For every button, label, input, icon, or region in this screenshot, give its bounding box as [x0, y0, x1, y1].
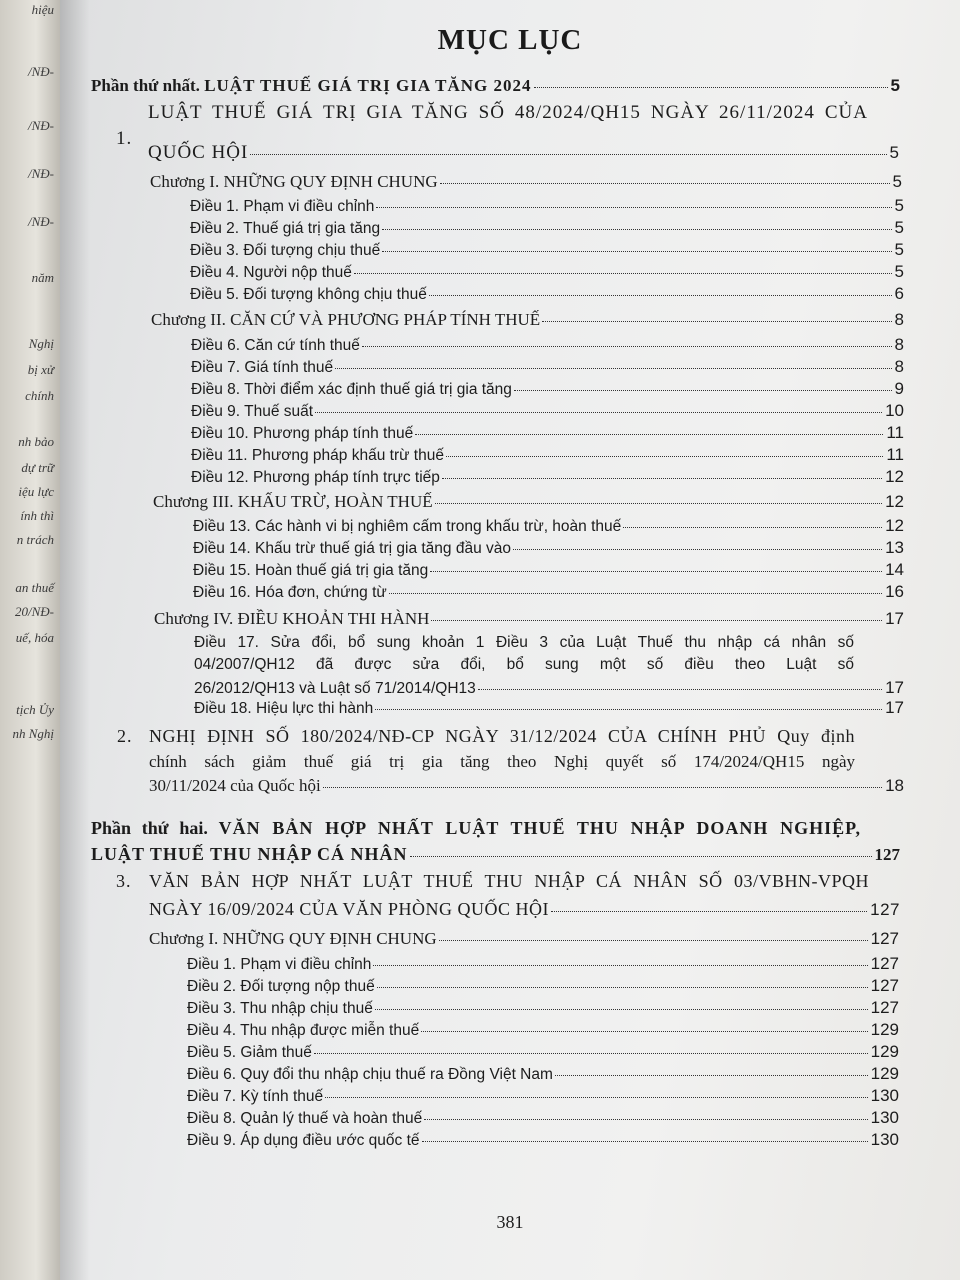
toc-article-entry[interactable]: Điều 2. Thuế giá trị gia tăng 5 — [190, 218, 904, 237]
toc-document-entry[interactable]: NGÀY 16/09/2024 CỦA VĂN PHÒNG QUỐC HỘI 127 — [149, 899, 900, 919]
article-17-title-line: 04/2007/QH12 đã được sửa đổi, bổ sung một số điều theo Luật số — [194, 656, 854, 673]
left-page-fragment: iệu lực — [18, 484, 54, 499]
dot-leader — [315, 412, 882, 413]
page-number: 12 — [885, 492, 904, 511]
page-number: 8 — [894, 335, 904, 354]
dot-leader — [542, 321, 891, 322]
page-number: 127 — [870, 929, 899, 948]
page-number: 5 — [894, 240, 904, 259]
toc-article-entry[interactable]: 26/2012/QH13 và Luật số 71/2014/QH13 17 — [194, 678, 904, 697]
toc-article-entry[interactable]: Điều 5. Giảm thuế 129 — [187, 1042, 899, 1061]
toc-article-entry[interactable]: Điều 4. Thu nhập được miễn thuế 129 — [187, 1020, 899, 1039]
toc-part-heading[interactable] — [91, 76, 900, 96]
left-page-fragment: /NĐ- — [28, 64, 54, 79]
part-title: LUẬT THUẾ GIÁ TRỊ GIA TĂNG 2024 — [204, 76, 532, 95]
page-number: 127 — [870, 954, 899, 973]
page-number: 12 — [885, 467, 904, 486]
toc-article-entry[interactable]: Điều 3. Đối tượng chịu thuế 5 — [190, 240, 904, 259]
toc-article-entry[interactable]: Điều 5. Đối tượng không chịu thuế 6 — [190, 284, 904, 303]
page-number: 127 — [870, 998, 899, 1017]
part-lead: Phần thứ hai. — [91, 818, 208, 838]
toc-chapter-entry[interactable]: Chương I. NHỮNG QUY ĐỊNH CHUNG 5 — [150, 172, 902, 191]
dot-leader — [422, 1141, 868, 1142]
document-title-line[interactable]: VĂN BẢN HỢP NHẤT LUẬT THUẾ THU NHẬP CÁ NHÂN SỐ 03/VBHN-VPQH — [149, 871, 869, 891]
page-number: 16 — [885, 582, 904, 601]
left-page-fragment: bị xử — [27, 362, 54, 377]
page-number: 14 — [885, 560, 904, 579]
left-page-fragment: nh bảo — [18, 434, 54, 449]
dot-leader — [439, 940, 868, 941]
left-page-fragment: an thuế — [15, 580, 54, 595]
page-number: 13 — [885, 538, 904, 557]
dot-leader — [442, 478, 882, 479]
left-page-fragment: /NĐ- — [28, 166, 54, 181]
left-page-fragment: uế, hóa — [15, 630, 54, 645]
left-page-fragment: năm — [31, 270, 54, 285]
page-footer-number: 381 — [496, 1212, 524, 1232]
toc-chapter-entry[interactable]: Chương I. NHỮNG QUY ĐỊNH CHUNG 127 — [149, 929, 899, 948]
page-number: 9 — [894, 379, 904, 398]
page-number: 127 — [870, 900, 900, 919]
dot-leader — [429, 295, 892, 296]
left-page-fragment: chính — [25, 388, 54, 403]
dot-leader — [373, 965, 867, 966]
toc-chapter-entry[interactable]: Chương II. CĂN CỨ VÀ PHƯƠNG PHÁP TÍNH THUẾ 8 — [151, 310, 904, 329]
dot-leader — [623, 527, 882, 528]
page-number: 6 — [894, 284, 904, 303]
toc-article-entry[interactable]: Điều 9. Áp dụng điều ước quốc tế 130 — [187, 1130, 899, 1149]
page-number: 130 — [870, 1086, 899, 1105]
toc-article-entry[interactable]: Điều 15. Hoàn thuế giá trị gia tăng 14 — [193, 560, 904, 579]
dot-leader — [435, 503, 882, 504]
left-page-fragment: /NĐ- — [28, 214, 54, 229]
left-page-fragment: tịch Ủy — [16, 702, 54, 717]
toc-article-entry[interactable]: Điều 6. Căn cứ tính thuế 8 — [191, 335, 904, 354]
toc-article-entry[interactable]: Điều 8. Thời điểm xác định thuế giá trị gia tăng 9 — [191, 379, 904, 398]
toc-document-entry[interactable] — [148, 142, 900, 164]
document-title-line[interactable]: LUẬT THUẾ GIÁ TRỊ GIA TĂNG SỐ 48/2024/QH15 NGÀY 26/11/2024 CỦA — [148, 102, 868, 123]
toc-article-entry[interactable]: Điều 8. Quản lý thuế và hoàn thuế 130 — [187, 1108, 899, 1127]
dot-leader — [440, 183, 890, 184]
dot-leader — [389, 593, 882, 594]
page-number: 5 — [894, 218, 904, 237]
page-number: 5 — [894, 262, 904, 281]
dot-leader — [354, 273, 892, 274]
dot-leader — [478, 689, 882, 690]
page-number: 130 — [870, 1130, 899, 1149]
dot-leader — [551, 911, 867, 912]
left-page-fragment: ính thì — [20, 508, 54, 523]
left-page-fragment: /NĐ- — [28, 118, 54, 133]
document-title-line: QUỐC HỘI — [148, 142, 249, 163]
toc-article-entry[interactable]: Điều 18. Hiệu lực thi hành 17 — [194, 698, 904, 717]
document-number: 1. — [116, 128, 133, 149]
dot-leader — [534, 87, 888, 88]
dot-leader — [446, 456, 883, 457]
left-page-fragment: dự trữ — [21, 460, 54, 475]
dot-leader — [314, 1053, 868, 1054]
dot-leader — [415, 434, 883, 435]
page-number: 129 — [870, 1042, 899, 1061]
dot-leader — [376, 207, 891, 208]
toc-article-entry[interactable]: Điều 4. Người nộp thuế 5 — [190, 262, 904, 281]
toc-document-entry[interactable]: 30/11/2024 của Quốc hội 18 — [149, 776, 904, 795]
page-number: 11 — [886, 445, 904, 464]
dot-leader — [421, 1031, 867, 1032]
left-page-fragment: 20/NĐ- — [15, 604, 54, 619]
left-page-fragment: hiệu — [31, 2, 54, 17]
page-number: 129 — [870, 1064, 899, 1083]
page-number: 18 — [885, 776, 904, 795]
page-number: 5 — [894, 196, 904, 215]
toc-article-entry[interactable]: Điều 1. Phạm vi điều chỉnh 5 — [190, 196, 904, 215]
dot-leader — [323, 787, 882, 788]
dot-leader — [375, 709, 882, 710]
left-page-fragment: Nghị — [28, 336, 54, 351]
page-number: 8 — [894, 310, 904, 329]
dot-leader — [325, 1097, 867, 1098]
dot-leader — [377, 987, 868, 988]
page-number: 129 — [870, 1020, 899, 1039]
document-number: 3. — [116, 871, 132, 891]
page-number: 8 — [894, 357, 904, 376]
toc-chapter-entry[interactable]: Chương III. KHẤU TRỪ, HOÀN THUẾ 12 — [153, 492, 904, 511]
page-number: 5 — [892, 172, 902, 191]
dot-leader — [431, 620, 882, 621]
dot-leader — [382, 229, 891, 230]
page-number: 17 — [885, 609, 904, 628]
table-of-contents-page — [60, 0, 960, 1280]
page-number: 5 — [890, 76, 900, 95]
page-number: 12 — [885, 516, 904, 535]
toc-article-entry[interactable]: Điều 3. Thu nhập chịu thuế 127 — [187, 998, 899, 1017]
toc-article-entry[interactable]: Điều 13. Các hành vi bị nghiêm cấm trong khấu trừ, hoàn thuế 12 — [193, 516, 904, 535]
page-number: 5 — [889, 143, 900, 162]
toc-article-entry[interactable]: Điều 2. Đối tượng nộp thuế 127 — [187, 976, 899, 995]
previous-page-edge — [0, 0, 60, 1280]
page-number: 11 — [886, 423, 904, 442]
toc-article-entry[interactable]: Điều 12. Phương pháp tính trực tiếp 12 — [191, 467, 904, 486]
toc-article-entry[interactable]: Điều 7. Giá tính thuế 8 — [191, 357, 904, 376]
page-number: 10 — [885, 401, 904, 420]
dot-leader — [555, 1075, 868, 1076]
toc-article-entry[interactable]: Điều 16. Hóa đơn, chứng từ 16 — [193, 582, 904, 601]
dot-leader — [430, 571, 882, 572]
toc-article-entry[interactable]: Điều 14. Khấu trừ thuế giá trị gia tăng đầu vào 13 — [193, 538, 904, 557]
toc-chapter-entry[interactable]: Chương IV. ĐIỀU KHOẢN THI HÀNH 17 — [154, 609, 904, 628]
dot-leader — [250, 154, 886, 155]
dot-leader — [362, 346, 892, 347]
toc-article-entry[interactable]: Điều 10. Phương pháp tính thuế 11 — [191, 423, 904, 442]
part-title: VĂN BẢN HỢP NHẤT LUẬT THUẾ THU NHẬP DOANH NGHIỆP, — [218, 818, 862, 838]
article-17-title-line[interactable]: Điều 17. Sửa đổi, bổ sung khoản 1 Điều 3 của Luật Thuế thu nhập cá nhân số — [194, 634, 854, 651]
dot-leader — [335, 368, 891, 369]
document-title-line: chính sách giảm thuế giá trị gia tăng theo Nghị quyết số 174/2024/QH15 ngày — [149, 752, 855, 771]
toc-article-entry[interactable]: Điều 6. Quy đổi thu nhập chịu thuế ra Đồng Việt Nam 129 — [187, 1064, 899, 1083]
toc-article-entry[interactable]: Điều 7. Kỳ tính thuế 130 — [187, 1086, 899, 1105]
toc-article-entry[interactable]: Điều 1. Phạm vi điều chỉnh 127 — [187, 954, 899, 973]
toc-part-heading-line[interactable] — [91, 818, 861, 839]
toc-article-entry[interactable]: Điều 11. Phương pháp khấu trừ thuế 11 — [191, 445, 904, 464]
dot-leader — [514, 390, 892, 391]
document-title-line[interactable]: NGHỊ ĐỊNH SỐ 180/2024/NĐ-CP NGÀY 31/12/2024 CỦA CHÍNH PHỦ Quy định — [149, 726, 855, 746]
toc-article-entry[interactable]: Điều 9. Thuế suất 10 — [191, 401, 904, 420]
dot-leader — [424, 1119, 867, 1120]
page-number: 17 — [885, 678, 904, 697]
dot-leader — [375, 1009, 868, 1010]
toc-part-heading[interactable]: LUẬT THUẾ THU NHẬP CÁ NHÂN 127 — [91, 844, 900, 864]
page-number: 127 — [870, 976, 899, 995]
dot-leader — [410, 856, 872, 857]
dot-leader — [382, 251, 891, 252]
page-title: MỤC LỤC — [437, 24, 583, 56]
page-gutter-shadow — [60, 0, 90, 1280]
part-lead: Phần thứ nhất. — [91, 76, 200, 95]
left-page-fragment: n trách — [16, 532, 54, 547]
left-page-fragment: nh Nghị — [12, 726, 54, 741]
page-number: 130 — [870, 1108, 899, 1127]
page-number: 127 — [874, 845, 900, 864]
dot-leader — [513, 549, 882, 550]
page-number: 17 — [885, 698, 904, 717]
document-number: 2. — [117, 726, 133, 746]
